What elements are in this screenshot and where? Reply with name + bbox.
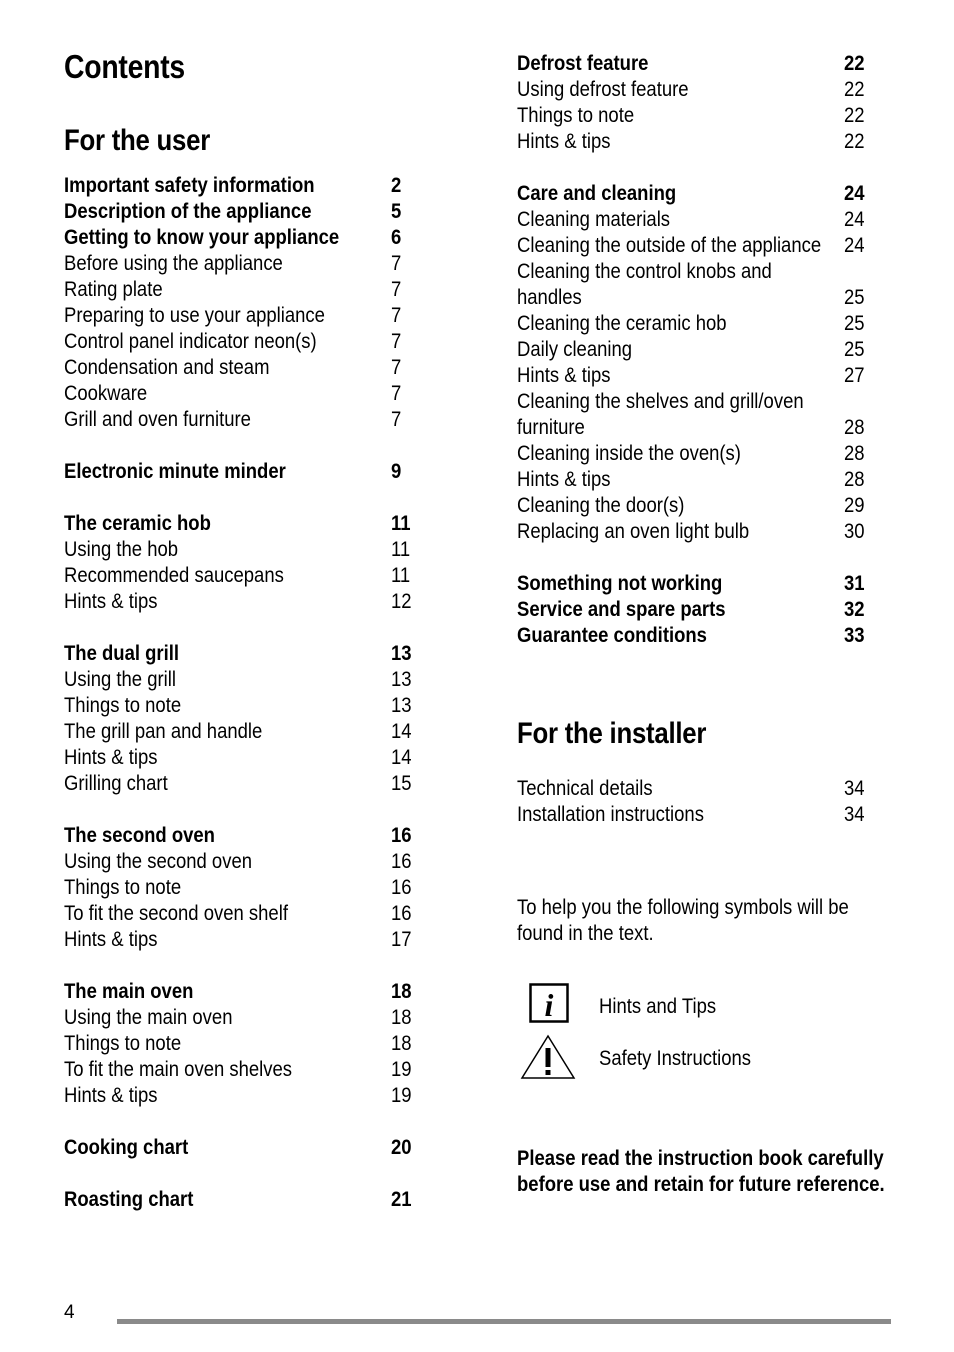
toc-entry-page: 14 bbox=[391, 746, 412, 769]
toc-entry bbox=[517, 802, 877, 828]
toc-entry bbox=[64, 771, 424, 797]
read-instructions-notice: Please read the instruction book carefully before use and retain for future reference. bbox=[517, 1147, 885, 1196]
toc-entry-label: Things to note bbox=[64, 876, 182, 899]
toc-entry-page: 28 bbox=[844, 468, 865, 491]
toc-entry bbox=[517, 77, 877, 103]
toc-entry-page: 9 bbox=[391, 460, 402, 483]
toc-entry bbox=[517, 259, 877, 311]
toc-entry-label: Electronic minute minder bbox=[64, 460, 286, 483]
toc-spacer bbox=[64, 485, 424, 511]
toc-spacer bbox=[64, 953, 424, 979]
toc-entry bbox=[517, 103, 877, 129]
toc-entry bbox=[517, 519, 877, 545]
toc-entry-page: 7 bbox=[391, 382, 402, 405]
toc-entry-label: Cleaning materials bbox=[517, 208, 671, 231]
toc-entry-page: 11 bbox=[391, 564, 411, 587]
toc-entry bbox=[517, 363, 877, 389]
toc-installer-list bbox=[517, 776, 877, 828]
toc-section-entry bbox=[64, 511, 424, 537]
toc-entry-page: 11 bbox=[391, 512, 411, 535]
toc-entry-page: 19 bbox=[391, 1058, 412, 1081]
toc-section-entry bbox=[517, 51, 877, 77]
toc-section-entry bbox=[517, 597, 877, 623]
toc-entry-label: Installation instructions bbox=[517, 803, 704, 826]
toc-entry-page: 16 bbox=[391, 876, 412, 899]
toc-entry-label: Guarantee conditions bbox=[517, 624, 707, 647]
toc-entry bbox=[64, 563, 424, 589]
toc-entry-label: Hints & tips bbox=[517, 130, 611, 153]
toc-entry-label: Cleaning the outside of the appliance bbox=[517, 234, 822, 257]
toc-entry-page: 30 bbox=[844, 520, 865, 543]
toc-entry-label: The dual grill bbox=[64, 642, 180, 665]
toc-entry-page: 33 bbox=[844, 624, 865, 647]
toc-section-entry bbox=[64, 1135, 424, 1161]
toc-entry-page: 22 bbox=[844, 130, 865, 153]
toc-entry-label: Something not working bbox=[517, 572, 723, 595]
toc-section-entry bbox=[64, 1187, 424, 1213]
toc-entry-page: 13 bbox=[391, 642, 412, 665]
toc-entry-page: 7 bbox=[391, 408, 402, 431]
toc-spacer bbox=[64, 433, 424, 459]
toc-section-entry bbox=[64, 979, 424, 1005]
toc-user-right-column bbox=[517, 51, 877, 649]
page-title: Contents bbox=[64, 48, 185, 85]
toc-entry-page: 18 bbox=[391, 1032, 412, 1055]
toc-entry-page: 7 bbox=[391, 278, 402, 301]
toc-entry-label: Replacing an oven light bulb bbox=[517, 520, 750, 543]
toc-entry bbox=[64, 667, 424, 693]
toc-entry-label: Important safety information bbox=[64, 174, 315, 197]
toc-entry-label: Cooking chart bbox=[64, 1136, 189, 1159]
toc-entry-label: Control panel indicator neon(s) bbox=[64, 330, 317, 353]
toc-entry-page: 34 bbox=[844, 803, 865, 826]
toc-entry-label: Description of the appliance bbox=[64, 200, 312, 223]
toc-entry-label: To fit the main oven shelves bbox=[64, 1058, 293, 1081]
toc-entry-page: 24 bbox=[844, 208, 865, 231]
toc-entry-page: 19 bbox=[391, 1084, 412, 1107]
toc-entry-label: Daily cleaning bbox=[517, 338, 633, 361]
toc-entry bbox=[64, 849, 424, 875]
toc-entry-label: Things to note bbox=[64, 694, 182, 717]
footer-rule bbox=[117, 1319, 891, 1324]
toc-entry bbox=[64, 303, 424, 329]
toc-entry-label: Rating plate bbox=[64, 278, 163, 301]
toc-entry-page: 16 bbox=[391, 902, 412, 925]
toc-entry-page: 2 bbox=[391, 174, 402, 197]
toc-entry-page: 27 bbox=[844, 364, 865, 387]
toc-entry-label: Roasting chart bbox=[64, 1188, 194, 1211]
toc-entry-label: Cleaning the door(s) bbox=[517, 494, 685, 517]
toc-entry bbox=[64, 1083, 424, 1109]
toc-entry-label: Using the main oven bbox=[64, 1006, 233, 1029]
toc-entry-page: 25 bbox=[844, 312, 865, 335]
toc-entry-label: Using the grill bbox=[64, 668, 176, 691]
toc-entry-page: 13 bbox=[391, 694, 412, 717]
safety-symbol-label: Safety Instructions bbox=[599, 1047, 752, 1070]
toc-entry-page: 18 bbox=[391, 980, 412, 1003]
toc-entry bbox=[517, 467, 877, 493]
toc-entry-label: Things to note bbox=[517, 104, 635, 127]
toc-entry-page: 22 bbox=[844, 104, 865, 127]
toc-entry bbox=[64, 277, 424, 303]
toc-entry-label: Using defrost feature bbox=[517, 78, 689, 101]
toc-entry-label: Care and cleaning bbox=[517, 182, 677, 205]
toc-entry-page: 28 bbox=[844, 442, 865, 465]
toc-entry-label: The main oven bbox=[64, 980, 194, 1003]
toc-entry-label: Cleaning the shelves and grill/oven furniture bbox=[517, 390, 804, 439]
toc-entry-label: Things to note bbox=[64, 1032, 182, 1055]
toc-entry bbox=[517, 233, 877, 259]
toc-section-entry bbox=[64, 199, 424, 225]
hints-symbol-label: Hints and Tips bbox=[599, 995, 717, 1018]
toc-entry-page: 22 bbox=[844, 78, 865, 101]
warning-icon bbox=[520, 1034, 576, 1085]
toc-spacer bbox=[64, 1161, 424, 1187]
toc-entry-label: Hints & tips bbox=[517, 468, 611, 491]
toc-entry-page: 24 bbox=[844, 182, 865, 205]
toc-entry bbox=[64, 719, 424, 745]
toc-entry-label: Hints & tips bbox=[517, 364, 611, 387]
toc-entry-page: 14 bbox=[391, 720, 412, 743]
toc-entry-label: The grill pan and handle bbox=[64, 720, 263, 743]
toc-spacer bbox=[517, 545, 877, 571]
toc-entry bbox=[64, 1005, 424, 1031]
installer-section-heading: For the installer bbox=[517, 717, 707, 750]
toc-entry bbox=[517, 129, 877, 155]
toc-entry-page: 17 bbox=[391, 928, 412, 951]
toc-entry bbox=[517, 493, 877, 519]
toc-entry-page: 18 bbox=[391, 1006, 412, 1029]
toc-entry-label: Service and spare parts bbox=[517, 598, 726, 621]
toc-entry-label: Preparing to use your appliance bbox=[64, 304, 325, 327]
toc-entry-label: Getting to know your appliance bbox=[64, 226, 340, 249]
toc-entry bbox=[517, 311, 877, 337]
toc-entry-label: Hints & tips bbox=[64, 746, 158, 769]
toc-entry bbox=[64, 875, 424, 901]
svg-text:i: i bbox=[544, 987, 554, 1023]
toc-section-entry bbox=[64, 641, 424, 667]
toc-entry-page: 21 bbox=[391, 1188, 412, 1211]
toc-entry bbox=[64, 901, 424, 927]
toc-entry bbox=[64, 927, 424, 953]
toc-entry-page: 32 bbox=[844, 598, 865, 621]
toc-entry-label: Cleaning the control knobs and handles bbox=[517, 260, 772, 309]
toc-entry-label: Hints & tips bbox=[64, 1084, 158, 1107]
symbols-intro: To help you the following symbols will be found in the text. bbox=[517, 896, 849, 945]
toc-entry bbox=[517, 441, 877, 467]
toc-entry-page: 34 bbox=[844, 777, 865, 800]
toc-entry-label: Using the second oven bbox=[64, 850, 253, 873]
toc-entry-page: 11 bbox=[391, 538, 411, 561]
toc-entry-label: Cookware bbox=[64, 382, 148, 405]
toc-entry-label: Grilling chart bbox=[64, 772, 168, 795]
toc-spacer bbox=[64, 615, 424, 641]
toc-entry bbox=[64, 355, 424, 381]
toc-entry-page: 24 bbox=[844, 234, 865, 257]
user-section-heading: For the user bbox=[64, 124, 210, 157]
toc-entry-label: The second oven bbox=[64, 824, 215, 847]
toc-section-entry bbox=[64, 459, 424, 485]
toc-entry-page: 20 bbox=[391, 1136, 412, 1159]
page-number: 4 bbox=[64, 1302, 75, 1323]
toc-entry bbox=[517, 389, 877, 441]
toc-entry-page: 29 bbox=[844, 494, 865, 517]
toc-entry-page: 25 bbox=[844, 286, 865, 309]
toc-entry-label: Using the hob bbox=[64, 538, 179, 561]
toc-section-entry bbox=[64, 823, 424, 849]
toc-entry bbox=[517, 337, 877, 363]
toc-entry bbox=[64, 251, 424, 277]
toc-section-entry bbox=[517, 181, 877, 207]
toc-entry-label: The ceramic hob bbox=[64, 512, 211, 535]
toc-entry-page: 22 bbox=[844, 52, 865, 75]
toc-entry-page: 16 bbox=[391, 824, 412, 847]
toc-section-entry bbox=[517, 623, 877, 649]
toc-spacer bbox=[517, 155, 877, 181]
toc-entry-label: Technical details bbox=[517, 777, 653, 800]
toc-entry bbox=[64, 1057, 424, 1083]
toc-entry-label: Defrost feature bbox=[517, 52, 649, 75]
toc-entry-label: Before using the appliance bbox=[64, 252, 283, 275]
toc-entry bbox=[64, 381, 424, 407]
toc-entry bbox=[64, 1031, 424, 1057]
toc-entry bbox=[64, 537, 424, 563]
toc-spacer bbox=[64, 797, 424, 823]
toc-user-left-column bbox=[64, 173, 424, 1213]
toc-entry-page: 13 bbox=[391, 668, 412, 691]
toc-entry-page: 28 bbox=[844, 416, 865, 439]
info-icon bbox=[529, 983, 571, 1030]
toc-entry-label: Recommended saucepans bbox=[64, 564, 284, 587]
toc-entry-label: Cleaning the ceramic hob bbox=[517, 312, 727, 335]
toc-entry-page: 6 bbox=[391, 226, 402, 249]
toc-entry-page: 16 bbox=[391, 850, 412, 873]
toc-entry-label: Hints & tips bbox=[64, 928, 158, 951]
toc-entry-page: 25 bbox=[844, 338, 865, 361]
toc-section-entry bbox=[517, 571, 877, 597]
toc-entry bbox=[64, 745, 424, 771]
toc-entry-page: 7 bbox=[391, 356, 402, 379]
toc-section-entry bbox=[64, 225, 424, 251]
toc-entry bbox=[64, 693, 424, 719]
toc-entry-page: 12 bbox=[391, 590, 412, 613]
toc-entry-page: 7 bbox=[391, 330, 402, 353]
toc-entry bbox=[64, 329, 424, 355]
toc-entry bbox=[64, 589, 424, 615]
toc-spacer bbox=[64, 1109, 424, 1135]
toc-entry-label: Cleaning inside the oven(s) bbox=[517, 442, 741, 465]
toc-entry bbox=[517, 776, 877, 802]
toc-entry-label: Hints & tips bbox=[64, 590, 158, 613]
toc-entry-page: 7 bbox=[391, 252, 402, 275]
toc-entry-page: 7 bbox=[391, 304, 402, 327]
toc-entry-label: Grill and oven furniture bbox=[64, 408, 251, 431]
toc-entry-page: 15 bbox=[391, 772, 412, 795]
toc-entry bbox=[64, 407, 424, 433]
toc-entry bbox=[517, 207, 877, 233]
toc-entry-page: 5 bbox=[391, 200, 402, 223]
toc-entry-label: Condensation and steam bbox=[64, 356, 270, 379]
toc-entry-page: 31 bbox=[844, 572, 865, 595]
toc-entry-label: To fit the second oven shelf bbox=[64, 902, 288, 925]
toc-section-entry bbox=[64, 173, 424, 199]
